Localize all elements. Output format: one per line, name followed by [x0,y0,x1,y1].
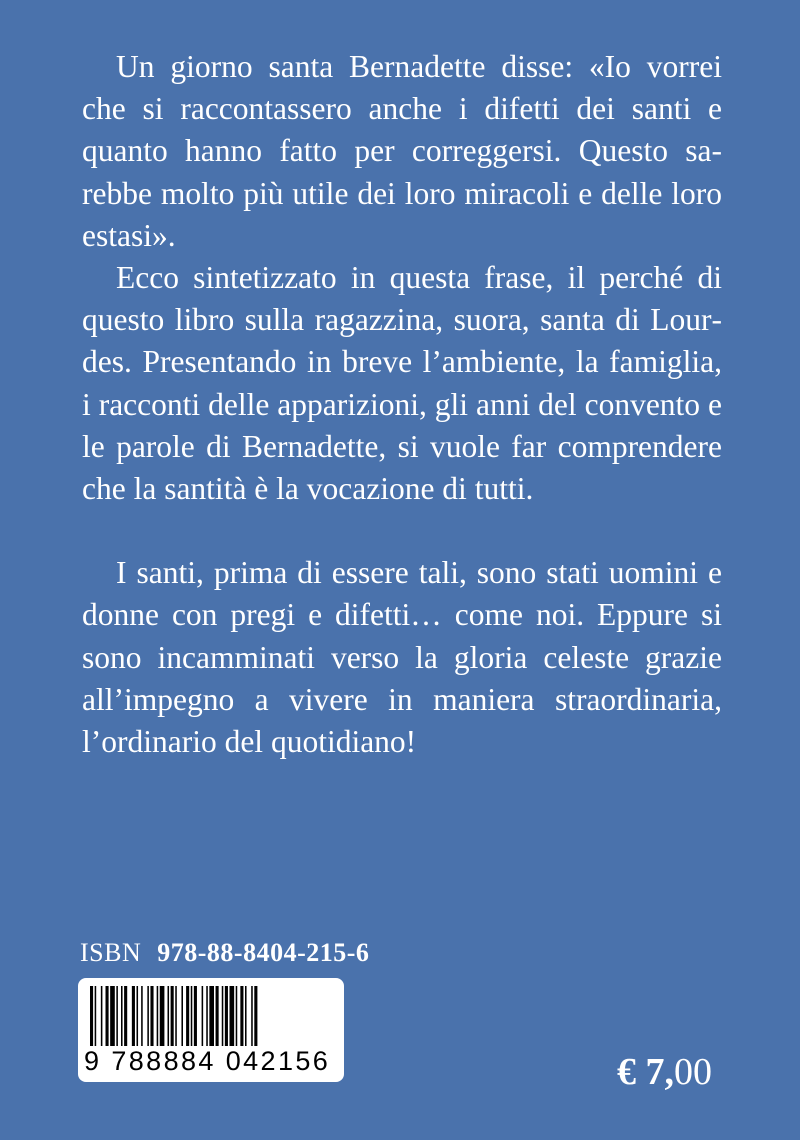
barcode-bar [230,986,235,1046]
barcode-bar [202,986,204,1046]
barcode-bar [121,986,123,1046]
barcode-bar [175,986,177,1046]
barcode-bar [181,986,183,1046]
barcode-bar [141,986,143,1046]
barcode-bar [240,986,243,1046]
barcode-bar [150,986,153,1046]
barcode-bar [116,986,118,1046]
price-cents: 00 [674,1051,712,1093]
barcode-bar [95,986,97,1046]
barcode-bar [110,986,115,1046]
barcode-bar [216,986,219,1046]
barcode-digits: 9 788884 042156 [84,1046,331,1076]
barcode-bar [132,986,135,1046]
barcode-bar [191,986,193,1046]
price-main: € 7, [617,1051,674,1093]
barcode-bar [124,986,127,1046]
blurb-paragraph-1: Un giorno santa Bernadette disse: «Io vorrei che si raccontassero anche i difetti dei santi e quanto hanno fatto per correggersi. Questo sarebbe molto più utile dei loro miracoli e delle loro estasi». [82,49,722,253]
barcode-bars [88,986,334,1046]
barcode-bar [101,986,103,1046]
barcode-bar [194,986,197,1046]
isbn-number: 978-88-8404-215-6 [157,938,370,967]
barcode-bar [171,986,174,1046]
barcode-bar [209,986,214,1046]
isbn-line [80,938,369,968]
barcode-bar [251,986,253,1046]
barcode-bar [186,986,189,1046]
barcode-bar [157,986,159,1046]
price [617,1050,712,1094]
barcode-bar [254,986,257,1046]
barcode-bar [106,986,109,1046]
barcode-bar [245,986,247,1046]
barcode-bar [90,986,93,1046]
barcode-bar [168,986,170,1046]
barcode-bar [160,986,165,1046]
barcode-bar [236,986,238,1046]
blurb-paragraph-3: I santi, prima di essere tali, sono stati uomini e donne con pregi e difetti… come noi. Eppure si sono incamminati verso la gloria celeste grazie all’impegno a vivere in maniera straordinaria, l’ordinario del quotidiano! [82,555,722,760]
barcode-bar [147,986,149,1046]
barcode-bar [222,986,224,1046]
back-cover-blurb [82,46,722,763]
blurb-paragraph-2: Ecco sintetizzato in questa frase, il perché di questo libro sulla ragazzina, suora, santa di Lourdes. Presentando in breve l’ambiente, la famiglia, i racconti delle apparizioni, gli anni del convento e le parole di Bernadette, si vuole far comprendere che la santità è la vocazione di tutti. [82,260,722,507]
barcode-bar [206,986,208,1046]
barcode-bar [225,986,228,1046]
isbn-prefix: ISBN [80,938,142,967]
barcode-bar [137,986,139,1046]
barcode [78,978,344,1082]
